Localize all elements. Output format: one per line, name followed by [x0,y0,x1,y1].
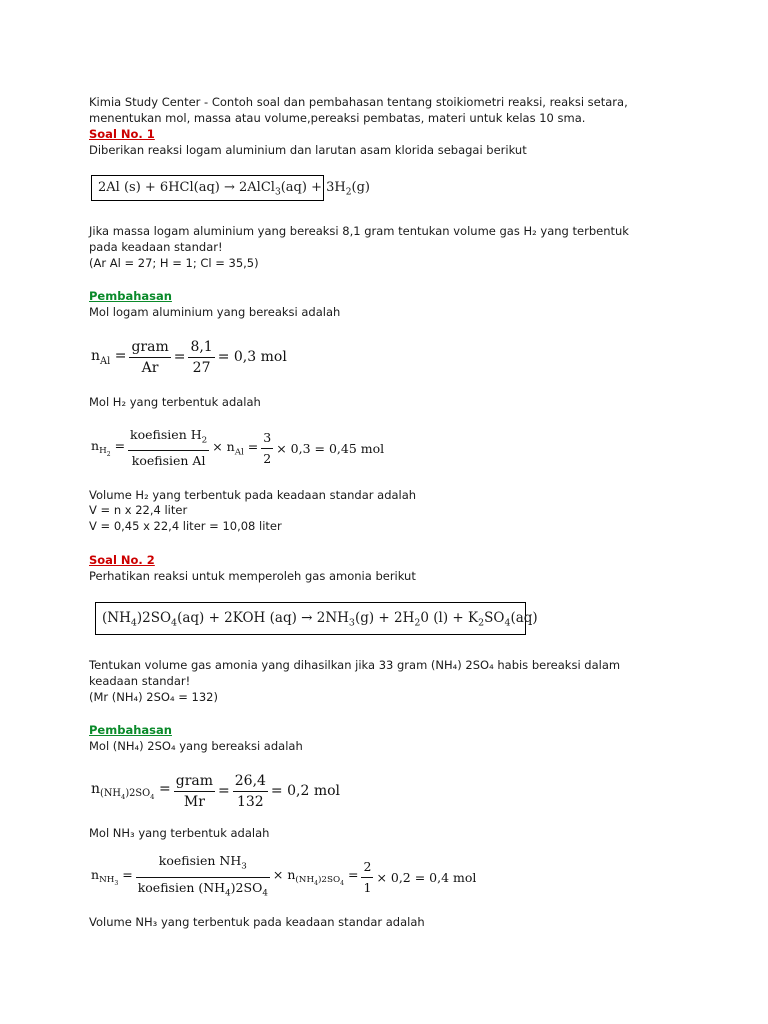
soal-2-heading: Soal No. 2 [89,553,155,567]
soal-1-description: Diberikan reaksi logam aluminium dan larutan asam klorida sebagai berikut [89,143,527,157]
volume-nh3-text: Volume NH₃ yang terbentuk pada keadaan standar adalah [89,915,425,929]
equation-mol-al: $n_{Al}$ = $\frac{\text{gram}}{Ar}$ = $\frac{8,1}{27}$ = 0,3 mol [91,338,287,376]
volume-result: V = 0,45 x 22,4 liter = 10,08 liter [89,519,282,533]
soal-2-question-3: (Mr (NH₄) 2SO₄ = 132) [89,690,218,704]
volume-h2-text: Volume H₂ yang terbentuk pada keadaan standar adalah [89,488,417,502]
intro-line-1: Kimia Study Center - Contoh soal dan pembahasan tentang stoikiometri reaksi, reaksi setara, [89,95,628,109]
mol-al-text: Mol logam aluminium yang bereaksi adalah [89,305,341,319]
soal-1-question-3: (Ar Al = 27; H = 1; Cl = 35,5) [89,256,259,270]
mol-h2-text: Mol H₂ yang terbentuk adalah [89,395,261,409]
soal-1-heading: Soal No. 1 [89,127,155,141]
equation-mol-h2: $n_{H_2}$ = $\frac{koefisien H_2}{\text{koefisien Al}}$ × $n_{Al}$ = $\frac{3}{2}$ × 0,3 = 0,45 mol [91,426,385,469]
soal-2-description: Perhatikan reaksi untuk memperoleh gas amonia berikut [89,569,416,583]
equation-mol-nh3: $n_{NH_3}$ = $\frac{koefisien NH_3}{koefisien (NH_4)2SO_4}$ × $n_{(NH_4)2SO_4}$ = $\frac{2}{1}$ × 0,2 = 0,4 mol [91,853,477,898]
pembahasan-1-heading: Pembahasan [89,289,172,303]
pembahasan-2-heading: Pembahasan [89,723,172,737]
reaction-equation-2: $(NH_4)2SO_4(aq) + 2KOH$ $(aq) \to 2NH_3(g) + 2H_20$ $(l) + K_2SO_4(aq)$ [95,602,526,635]
volume-formula: V = n x 22,4 liter [89,503,188,517]
reaction-equation-1: 2Al (s) + 6HCl(aq) → 2AlCl$_3$(aq) + $3H_2(g)$ [91,175,324,201]
soal-2-question-1: Tentukan volume gas amonia yang dihasilkan jika 33 gram (NH₄) 2SO₄ habis bereaksi dalam [89,658,621,672]
soal-1-question-2: pada keadaan standar! [89,240,223,254]
intro-line-2: menentukan mol, massa atau volume,pereaksi pembatas, materi untuk kelas 10 sma. [89,111,586,125]
mol-nh3-text: Mol NH₃ yang terbentuk adalah [89,826,270,840]
soal-2-question-2: keadaan standar! [89,674,191,688]
soal-1-question-1: Jika massa logam aluminium yang bereaksi 8,1 gram tentukan volume gas H₂ yang terbentuk [89,224,629,238]
equation-mol-nh4: $n_{(NH_4)2SO_4}$ = $\frac{\text{gram}}{Mr}$ = $\frac{26,4}{132}$ = 0,2 mol [91,772,340,810]
mol-nh4-text: Mol (NH₄) 2SO₄ yang bereaksi adalah [89,739,303,753]
